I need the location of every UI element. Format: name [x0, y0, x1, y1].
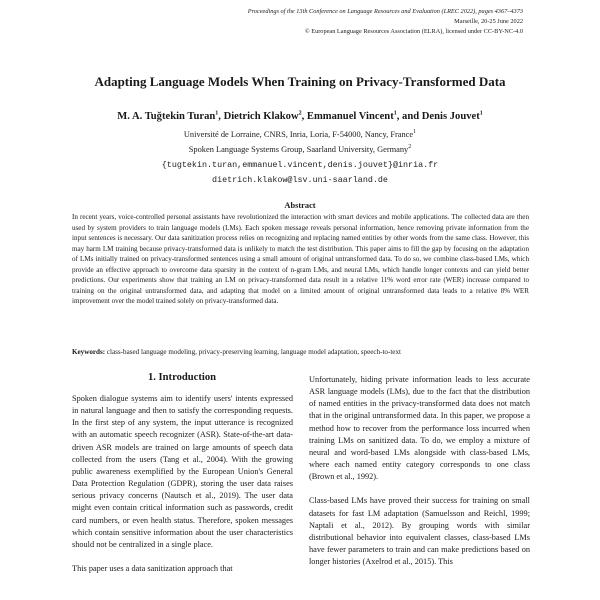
- author-name: Dietrich Klakow: [223, 111, 299, 122]
- section-heading-introduction: 1. Introduction: [147, 372, 217, 383]
- author-name: Denis Jouvet: [421, 111, 480, 122]
- email-line-2: dietrich.klakow@lsv.uni-saarland.de: [212, 175, 388, 185]
- paragraph: Spoken dialogue systems aim to identify users' intents expressed in natural language and then to satisfy the corresponding requests. In the first step of any system, the input utterance is recognized with an automatic speech recognizer (ASR). State-of-the-art data-driven ASR models are trained on large amounts of speech data collected from the users (Tang et al., 2004). With the growing public awareness exemplified by the European Union's General Data Protection Regulation (GDPR), storing the user data raises serious privacy concerns (Nautsch et al., 2019). The user data might even contain critical information such as passwords, credit card numbers, or even health status. Therefore, spoken messages which contain sensitive information about the user characteristics should not be centralized in a single place.: [72, 394, 293, 549]
- author-affiliation-mark: 2: [298, 110, 302, 117]
- author-affiliation-mark: 1: [479, 110, 483, 117]
- affiliation-2-text: Spoken Language Systems Group, Saarland University, Germany: [188, 145, 409, 154]
- keywords: [72, 348, 529, 356]
- author-list: M. A. Tuğtekin Turan$^1$, Dietrich Klakow$^2$, Emmanuel Vincent$^1$, and Denis Jouvet$^1$: [117, 110, 483, 122]
- right-column: [309, 374, 530, 568]
- left-column: [72, 393, 293, 575]
- proceedings-line: Proceedings of the 13th Conference on Language Resources and Evaluation (LREC 2022), pages 4367–4373: [247, 8, 523, 15]
- author-affiliation-mark: 1: [215, 110, 219, 117]
- license-line: © European Language Resources Association (ELRA), licensed under CC-BY-NC-4.0: [304, 28, 523, 35]
- location-line: Marseille, 20-25 June 2022: [454, 18, 523, 25]
- affiliation-1-text: Université de Lorraine, CNRS, Inria, Loria, F-54000, Nancy, France: [183, 130, 414, 139]
- email-line-1: {tugtekin.turan,emmanuel.vincent,denis.jouvet}@inria.fr: [161, 160, 439, 170]
- author-affiliation-mark: 1: [393, 110, 397, 117]
- keywords-label: Keywords:: [72, 348, 106, 356]
- abstract-text: In recent years, voice-controlled personal assistants have revolutionized the interaction with smart devices and mobile applications. The collected data are then used by system providers to train language models (LMs). Each spoken message reveals personal information, hence removing private information from the input sentences is necessary. Our data sanitization process relies on recognizing and replacing named entities by other words from the same class. However, this may harm LM training because privacy-transformed data is unlikely to match the test distribution. This paper aims to fill the gap by focusing on the adaptation of LMs initially trained on privacy-transformed sentences using a small amount of original untransformed data. To do so, we combine class-based LMs, which provide an effective approach to overcome data sparsity in the context of n-gram LMs, and neural LMs, which handle longer contexts and can yield better predictions. Our experiments show that training an LM on privacy-transformed data result in a relative 11% word error rate (WER) increase compared to training on the original untransformed data, and adapting that model on a limited amount of original untransformed data leads to a relative 8% WER improvement over the model trained solely on privacy-transformed data.: [72, 213, 529, 306]
- keywords-text: class-based language modeling, privacy-preserving learning, language model adaptation, speech-to-text: [106, 348, 401, 356]
- affiliation-1: [0, 130, 600, 139]
- proceedings-header: [248, 7, 523, 37]
- affiliation-2: [0, 145, 600, 154]
- paper-title: Adapting Language Models When Training on Privacy-Transformed Data: [94, 74, 506, 89]
- paragraph: Unfortunately, hiding private information leads to less accurate ASR language models (LMs), due to the fact that the distribution of named entities in the privacy-transformed data does not match that in the original untransformed data. In this paper, we propose a method how to recover from the performance loss incurred when training LMs on sanitized data. To do, we employ a mixture of neural and word-based LMs alongside with class-based LMs, where each named entity category corresponds to one class (Brown et al., 1992).: [309, 375, 530, 482]
- affiliation-2-mark: 2: [408, 144, 412, 151]
- author-name: M. A. Tuğtekin Turan: [117, 111, 216, 122]
- affiliation-1-mark: 1: [413, 129, 417, 136]
- paragraph: This paper uses a data sanitization approach that: [72, 564, 233, 574]
- paragraph: Class-based LMs have proved their success for training on small datasets for fast LM adaptation (Samuelsson and Reichl, 1999; Naptali et al., 2012). By grouping words with similar distributional behavior into equivalent classes, class-based LMs have fewer parameters to train and can make predictions based on longer histories (Axelrod et al., 2015). This: [309, 496, 530, 567]
- author-name: Emmanuel Vincent: [306, 111, 394, 122]
- abstract-heading: Abstract: [284, 201, 316, 210]
